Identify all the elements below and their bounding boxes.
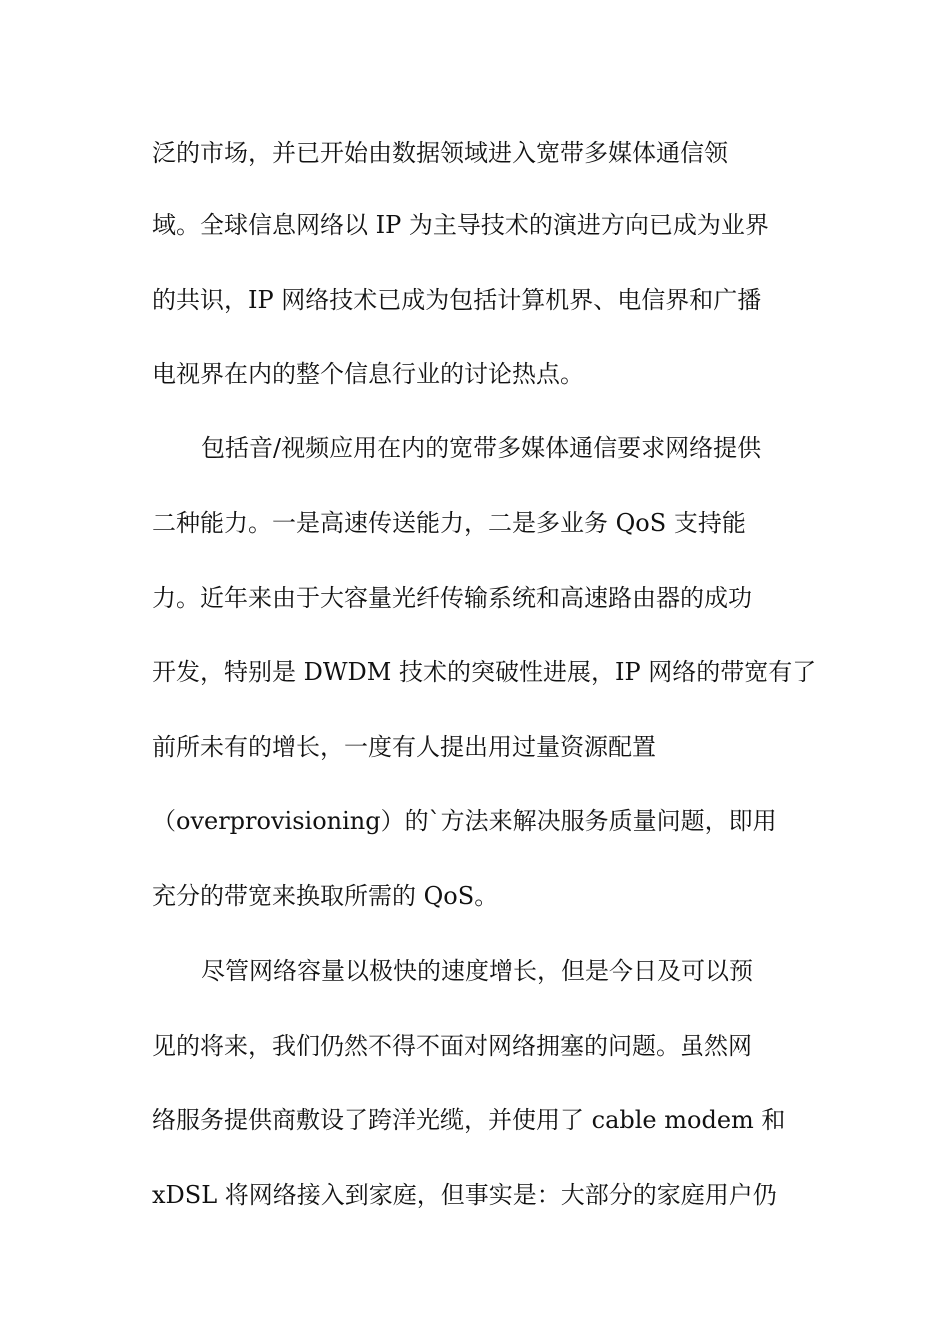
text-line: 的共识，IP 网络技术已成为包括计算机界、电信界和广播 — [152, 286, 762, 314]
text-line: 域。全球信息网络以 IP 为主导技术的演进方向已成为业界 — [152, 211, 769, 239]
text-line: 开发，特别是 DWDM 技术的突破性进展，IP 网络的带宽有了 — [152, 658, 817, 686]
text-line: 泛的市场，并已开始由数据领域进入宽带多媒体通信领 — [152, 139, 728, 167]
text-line: 前所未有的增长，一度有人提出用过量资源配置 — [152, 733, 656, 761]
text-line: 二种能力。一是高速传送能力，二是多业务 QoS 支持能 — [152, 509, 746, 537]
text-line: 络服务提供商敷设了跨洋光缆，并使用了 cable modem 和 — [152, 1106, 786, 1134]
text-line: xDSL 将网络接入到家庭，但事实是：大部分的家庭用户仍 — [152, 1181, 777, 1209]
text-line: 电视界在内的整个信息行业的讨论热点。 — [152, 360, 584, 388]
text-line: （overprovisioning）的`方法来解决服务质量问题，即用 — [152, 807, 777, 835]
paragraph-first-line: 包括音/视频应用在内的宽带多媒体通信要求网络提供 — [201, 434, 762, 462]
text-line: 力。近年来由于大容量光纤传输系统和高速路由器的成功 — [152, 584, 752, 612]
paragraph-first-line: 尽管网络容量以极快的速度增长，但是今日及可以预 — [201, 957, 753, 985]
text-line: 充分的带宽来换取所需的 QoS。 — [152, 882, 499, 910]
text-line: 见的将来，我们仍然不得不面对网络拥塞的问题。虽然网 — [152, 1032, 752, 1060]
